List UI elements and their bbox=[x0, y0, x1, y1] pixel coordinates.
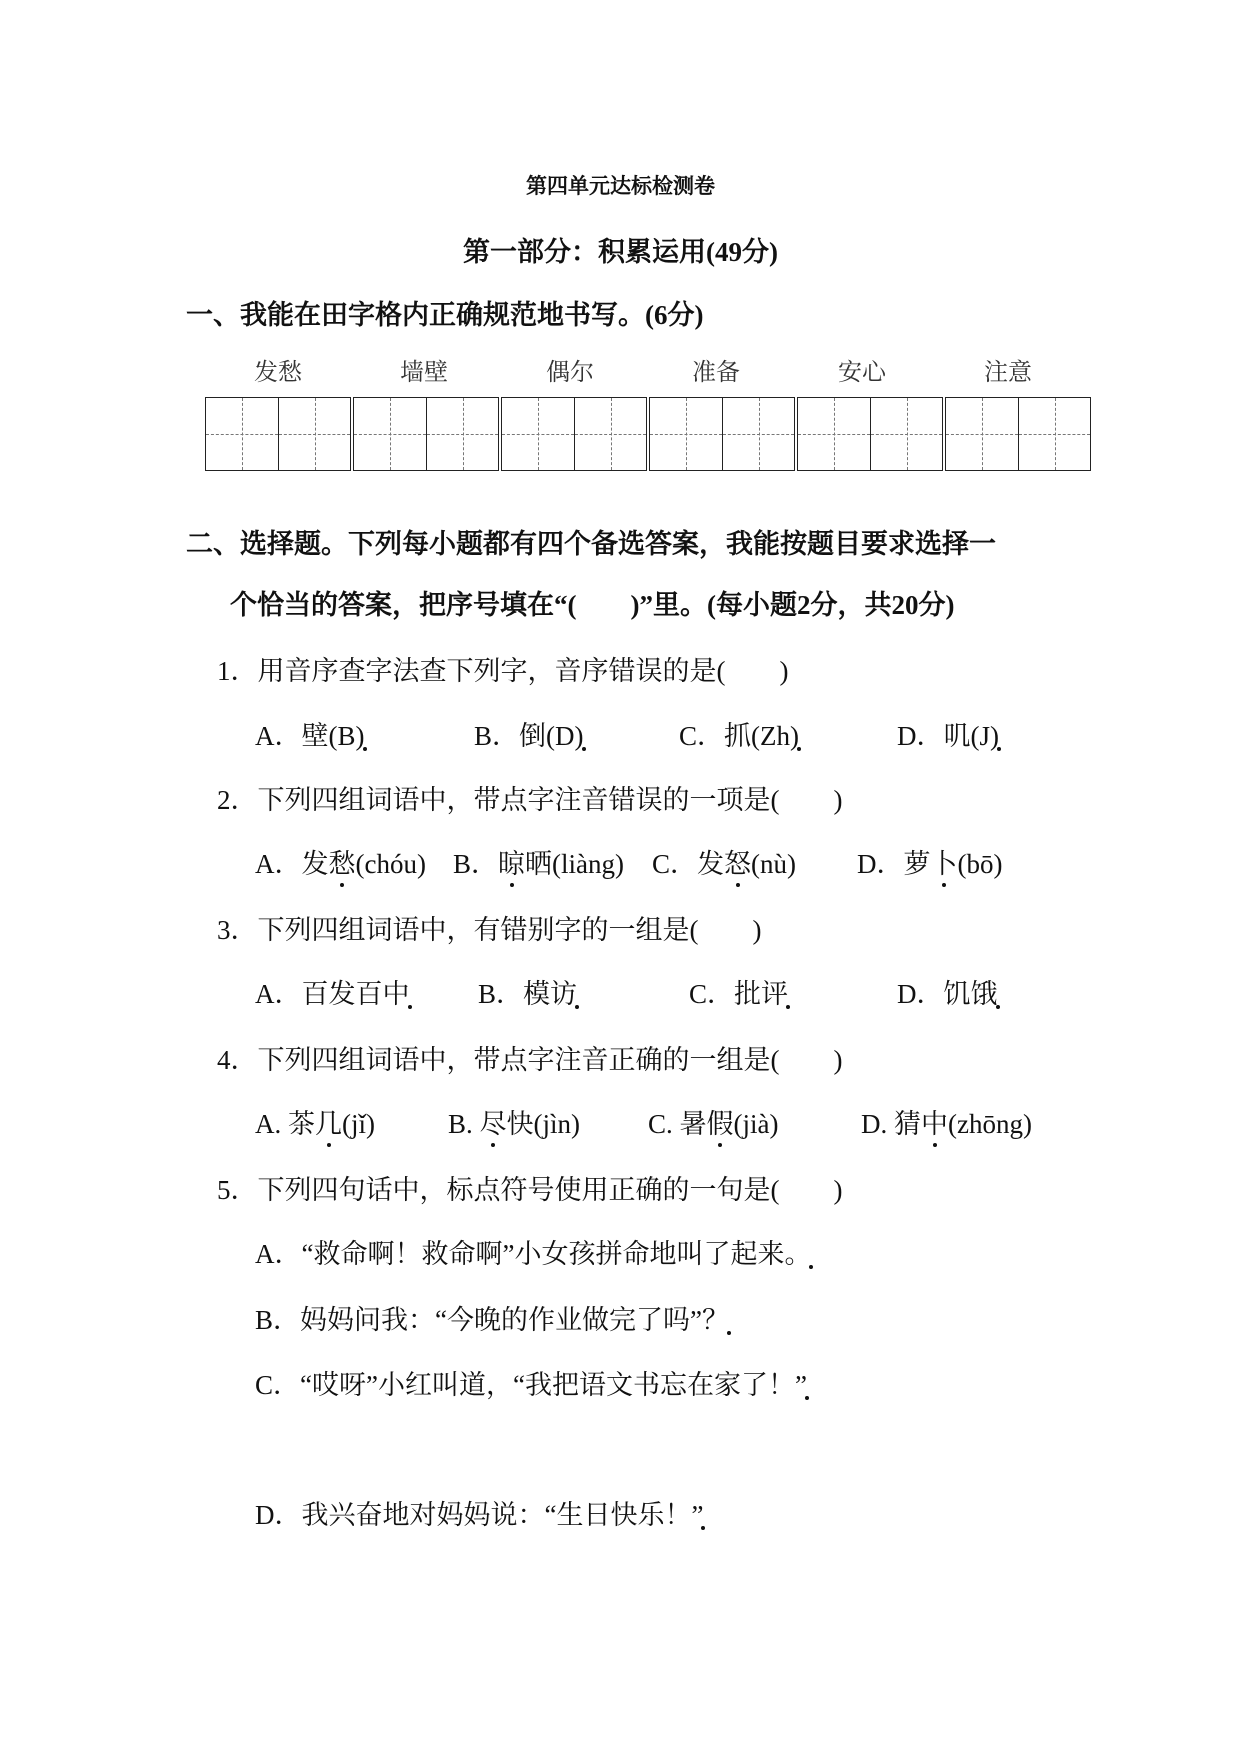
answer-option[interactable] bbox=[474, 719, 584, 753]
option-text: D．饥饿 bbox=[897, 979, 998, 1009]
exam-title: 第四单元达标检测卷 bbox=[526, 174, 715, 198]
dotted-character: 尽 bbox=[479, 1109, 507, 1139]
writing-box[interactable] bbox=[945, 397, 1091, 471]
option-text: (zhōng) bbox=[948, 1109, 1032, 1139]
option-text: C．批评 bbox=[689, 979, 789, 1009]
answer-option[interactable] bbox=[689, 977, 788, 1011]
word-label: 偶尔 bbox=[546, 358, 594, 386]
answer-option[interactable] bbox=[255, 1107, 375, 1141]
answer-option[interactable] bbox=[857, 847, 1002, 881]
answer-option[interactable] bbox=[255, 847, 426, 881]
option-text: C．“哎呀”小红叫道，“我把语文书忘在家了！” bbox=[255, 1370, 807, 1400]
option-text: B. bbox=[448, 1109, 480, 1139]
question-stem: 4．下列四组词语中，带点字注音正确的一组是( ) bbox=[217, 1045, 843, 1075]
question-stem: 3．下列四组词语中，有错别字的一组是( ) bbox=[217, 915, 762, 945]
option-text: A．百发百中 bbox=[255, 979, 410, 1009]
tianzige-grid[interactable] bbox=[205, 397, 1093, 471]
answer-option[interactable] bbox=[255, 1303, 729, 1337]
question-stem: 1．用音序查字法查下列字，音序错误的是( ) bbox=[217, 656, 789, 686]
dotted-character: 中 bbox=[921, 1109, 948, 1139]
dotted-character: 几 bbox=[315, 1109, 342, 1139]
option-text: B． bbox=[453, 849, 499, 879]
writing-box[interactable] bbox=[205, 397, 351, 471]
question-stem: 5．下列四句话中，标点符号使用正确的一句是( ) bbox=[217, 1175, 843, 1205]
word-label: 墙壁 bbox=[400, 358, 448, 386]
writing-box[interactable] bbox=[353, 397, 499, 471]
word-label: 发愁 bbox=[254, 358, 302, 386]
option-text: C. 暑 bbox=[648, 1109, 707, 1139]
option-text: A．壁(B) bbox=[255, 721, 365, 751]
option-text: C．抓(Zh) bbox=[679, 721, 799, 751]
option-text: 快(jìn) bbox=[506, 1109, 581, 1139]
option-text: A. 茶 bbox=[255, 1109, 315, 1139]
option-text: 晒(liàng) bbox=[525, 849, 624, 879]
option-text: (chóu) bbox=[355, 849, 426, 879]
answer-option[interactable] bbox=[255, 1498, 703, 1532]
option-text: (nù) bbox=[751, 849, 796, 879]
dotted-character: 卜 bbox=[930, 849, 958, 879]
section2-heading: 二、选择题。下列每小题都有四个备选答案，我能按题目要求选择一 bbox=[186, 529, 996, 559]
option-text: D. 猜 bbox=[861, 1109, 921, 1139]
writing-box[interactable] bbox=[797, 397, 943, 471]
writing-box[interactable] bbox=[649, 397, 795, 471]
answer-option[interactable] bbox=[255, 1237, 811, 1271]
option-text: B．妈妈问我：“今晚的作业做完了吗”？ bbox=[255, 1305, 729, 1335]
option-text: A．发 bbox=[255, 849, 329, 879]
option-text: (bō) bbox=[957, 849, 1003, 879]
answer-option[interactable] bbox=[255, 719, 365, 753]
section1-heading: 一、我能在田字格内正确规范地书写。(6分) bbox=[186, 300, 704, 330]
answer-option[interactable] bbox=[478, 977, 577, 1011]
answer-option[interactable] bbox=[648, 1107, 779, 1141]
option-text: B．模访 bbox=[478, 979, 578, 1009]
word-label: 注意 bbox=[984, 358, 1032, 386]
answer-option[interactable] bbox=[861, 1107, 1032, 1141]
section2-heading-cont: 个恰当的答案，把序号填在“( )”里。(每小题2分，共20分) bbox=[230, 590, 955, 620]
answer-option[interactable] bbox=[255, 977, 410, 1011]
answer-option[interactable] bbox=[255, 1368, 807, 1402]
answer-option[interactable] bbox=[897, 719, 999, 753]
dotted-character: 怒 bbox=[724, 849, 752, 879]
option-text: D．我兴奋地对妈妈说：“生日快乐！” bbox=[255, 1500, 704, 1530]
option-text: C．发 bbox=[652, 849, 725, 879]
answer-option[interactable] bbox=[679, 719, 799, 753]
question-stem: 2．下列四组词语中，带点字注音错误的一项是( ) bbox=[217, 785, 843, 815]
writing-box[interactable] bbox=[501, 397, 647, 471]
option-text: A．“救命啊！救命啊”小女孩拼命地叫了起来。 bbox=[255, 1239, 812, 1269]
word-label: 安心 bbox=[838, 358, 886, 386]
answer-option[interactable] bbox=[448, 1107, 580, 1141]
dotted-character: 愁 bbox=[328, 849, 356, 879]
option-text: B．倒(D) bbox=[474, 721, 584, 751]
option-text: D．叽(J) bbox=[897, 721, 999, 751]
option-text: (jǐ) bbox=[342, 1109, 375, 1139]
option-text: D．萝 bbox=[857, 849, 931, 879]
answer-option[interactable] bbox=[897, 977, 998, 1011]
word-label: 准备 bbox=[692, 358, 740, 386]
dotted-character: 假 bbox=[706, 1109, 734, 1139]
option-text: (jià) bbox=[733, 1109, 779, 1139]
part-title: 第一部分：积累运用(49分) bbox=[463, 237, 778, 267]
answer-option[interactable] bbox=[652, 847, 796, 881]
answer-option[interactable] bbox=[453, 847, 624, 881]
dotted-character: 晾 bbox=[498, 849, 526, 879]
